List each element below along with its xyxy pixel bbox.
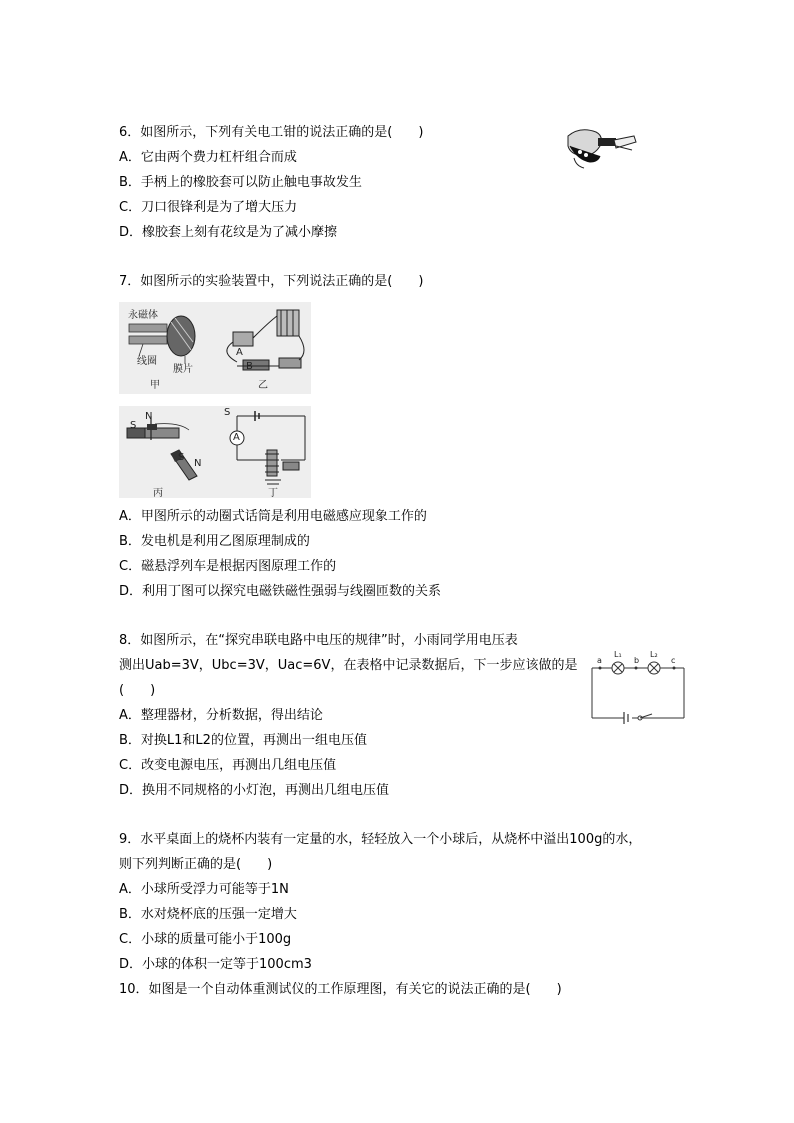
label-n-magnet: N bbox=[194, 458, 202, 469]
label-n-bing: N bbox=[145, 411, 153, 422]
q6-option-d: D．橡胶套上刻有花纹是为了减小摩擦 bbox=[119, 225, 338, 240]
q7-option-b: B．发电机是利用乙图原理制成的 bbox=[119, 534, 310, 549]
label-jia: 甲 bbox=[150, 380, 160, 391]
q7-option-a: A．甲图所示的动圈式话筒是利用电磁感应现象工作的 bbox=[119, 509, 427, 524]
q10-stem: 10．如图是一个自动体重测试仪的工作原理图，有关它的说法正确的是( ) bbox=[119, 982, 562, 997]
ammeter-label: A bbox=[233, 432, 240, 443]
label-a: A bbox=[236, 347, 243, 358]
q9-option-a: A．小球所受浮力可能等于1N bbox=[119, 882, 289, 897]
q8-stem-line1: 8．如图所示，在“探究串联电路中电压的规律”时，小雨同学用电压表 bbox=[119, 633, 518, 648]
q7-option-d: D．利用丁图可以探究电磁铁磁性强弱与线圈匝数的关系 bbox=[119, 584, 442, 599]
q8-option-b: B．对换L1和L2的位置，再测出一组电压值 bbox=[119, 733, 367, 748]
q9-option-d: D．小球的体积一定等于100cm3 bbox=[119, 957, 312, 972]
q9-stem-line2: 则下列判断正确的是( ) bbox=[119, 857, 273, 872]
label-bing: 丙 bbox=[153, 488, 163, 499]
point-c-label: c bbox=[671, 656, 676, 665]
label-permanent-magnet: 永磁体 bbox=[128, 310, 158, 321]
label-s-bing: S bbox=[130, 420, 137, 431]
q9-stem-line1: 9．水平桌面上的烧杯内装有一定量的水，轻轻放入一个小球后，从烧杯中溢出100g的水， bbox=[119, 832, 642, 847]
q6-option-b: B．手柄上的橡胶套可以防止触电事故发生 bbox=[119, 175, 362, 190]
q6-stem: 6．如图所示，下列有关电工钳的说法正确的是( ) bbox=[119, 125, 424, 140]
q8-option-c: C．改变电源电压，再测出几组电压值 bbox=[119, 758, 337, 773]
q8-stem-line3: ( ) bbox=[119, 683, 156, 698]
label-ding: 丁 bbox=[268, 488, 278, 499]
point-a-label: a bbox=[597, 656, 602, 665]
label-diaphragm: 膜片 bbox=[173, 364, 193, 375]
label-s-magnet: S bbox=[178, 452, 185, 463]
q7-stem: 7．如图所示的实验装置中，下列说法正确的是( ) bbox=[119, 274, 424, 289]
label-s-switch: S bbox=[224, 407, 231, 418]
q8-stem-line2: 测出Uab=3V，Ubc=3V，Uac=6V，在表格中记录数据后，下一步应该做的是 bbox=[119, 658, 578, 673]
label-b: B bbox=[246, 361, 253, 372]
bulb-l1-label: L₁ bbox=[614, 650, 622, 659]
q7-option-c: C．磁悬浮列车是根据丙图原理工作的 bbox=[119, 559, 337, 574]
q9-option-c: C．小球的质量可能小于100g bbox=[119, 932, 292, 947]
q6-option-a: A．它由两个费力杠杆组合而成 bbox=[119, 150, 297, 165]
q6-option-c: C．刀口很锋利是为了增大压力 bbox=[119, 200, 298, 215]
bulb-l2-label: L₂ bbox=[650, 650, 658, 659]
pliers-figure bbox=[560, 122, 642, 172]
q8-option-d: D．换用不同规格的小灯泡，再测出几组电压值 bbox=[119, 783, 390, 798]
q9-option-b: B．水对烧杯底的压强一定增大 bbox=[119, 907, 297, 922]
label-yi: 乙 bbox=[258, 380, 268, 391]
point-b-label: b bbox=[634, 656, 640, 665]
label-coil: 线圈 bbox=[137, 356, 157, 367]
q8-option-a: A．整理器材，分析数据，得出结论 bbox=[119, 708, 323, 723]
